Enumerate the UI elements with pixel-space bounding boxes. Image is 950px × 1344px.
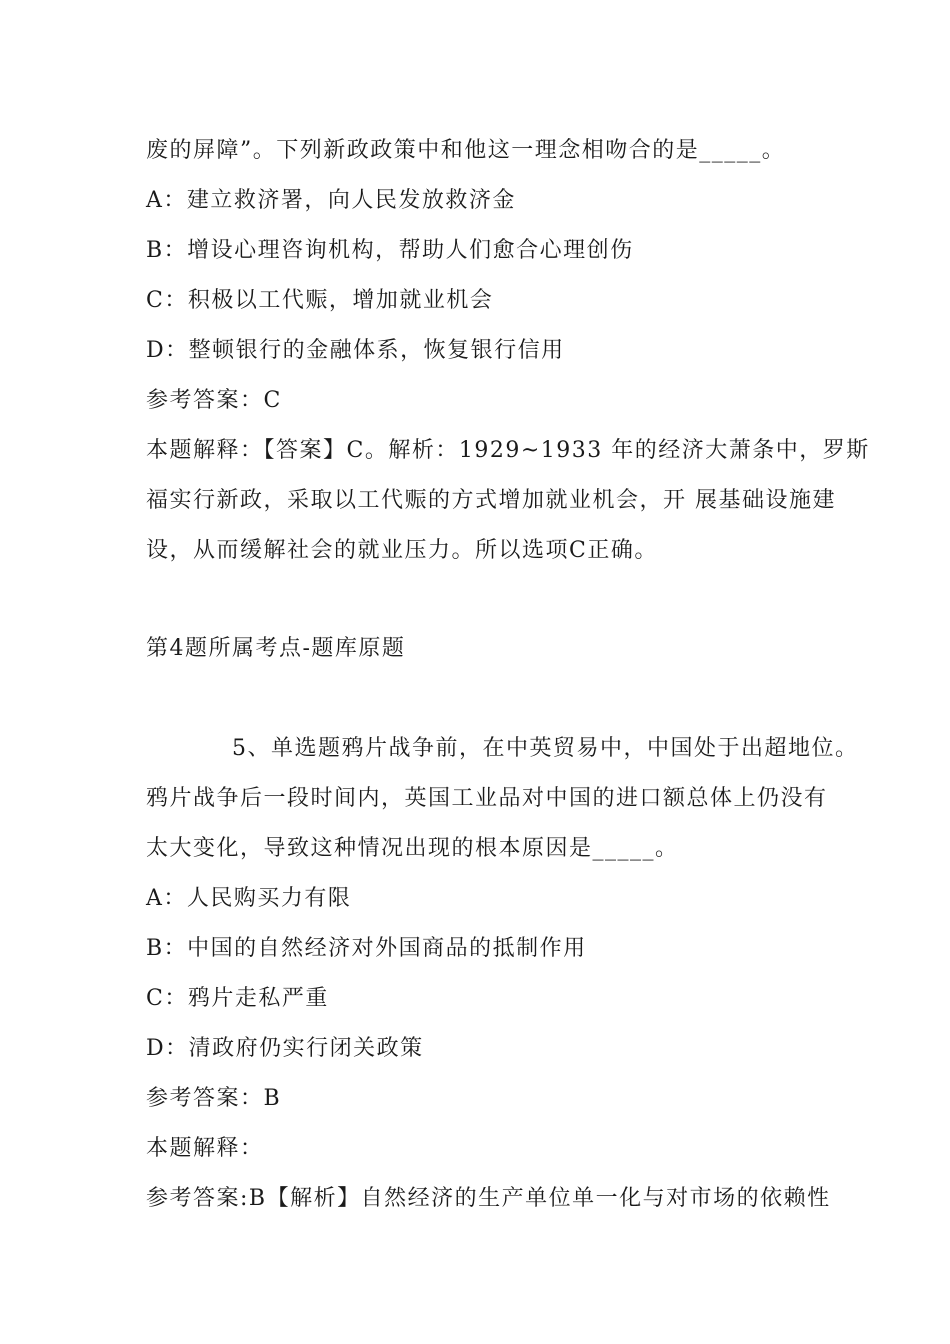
q4-answer: 参考答案：C xyxy=(146,388,282,413)
q4-option-b: B：增设心理咨询机构，帮助人们愈合心理创伤 xyxy=(146,238,634,263)
q4-explanation-line: 设，从而缓解社会的就业压力。所以选项C正确。 xyxy=(146,538,658,563)
q5-answer: 参考答案：B xyxy=(146,1086,282,1111)
q4-explanation-line: 福实行新政，采取以工代赈的方式增加就业机会，开 展基础设施建 xyxy=(146,488,836,513)
q5-explanation: 参考答案:B【解析】自然经济的生产单位单一化与对市场的依赖性 xyxy=(146,1186,831,1211)
q4-option-a: A：建立救济署，向人民发放救济金 xyxy=(146,188,516,213)
q5-option-d: D：清政府仍实行闭关政策 xyxy=(146,1036,424,1061)
q4-explanation-line: 本题解释：【答案】C。解析：1929~1933 年的经济大萧条中，罗斯 xyxy=(146,438,870,463)
q5-explanation-label: 本题解释： xyxy=(146,1136,264,1161)
q5-stem-line: 太大变化，导致这种情况出现的根本原因是_____。 xyxy=(146,836,679,861)
q4-option-c: C：积极以工代赈，增加就业机会 xyxy=(146,288,494,313)
q5-option-a: A：人民购买力有限 xyxy=(146,886,352,911)
q4-topic: 第4题所属考点-题库原题 xyxy=(146,636,406,661)
q4-option-d: D：整顿银行的金融体系，恢复银行信用 xyxy=(146,338,565,363)
q5-option-b: B：中国的自然经济对外国商品的抵制作用 xyxy=(146,936,587,961)
q5-option-c: C：鸦片走私严重 xyxy=(146,986,329,1011)
q5-stem-line: 鸦片战争后一段时间内，英国工业品对中国的进口额总体上仍没有 xyxy=(146,786,828,811)
q4-stem-tail: 废的屏障”。下列新政政策中和他这一理念相吻合的是_____。 xyxy=(146,138,786,163)
q5-stem-line: 5、单选题鸦片战争前，在中英贸易中，中国处于出超地位。 xyxy=(232,736,859,761)
